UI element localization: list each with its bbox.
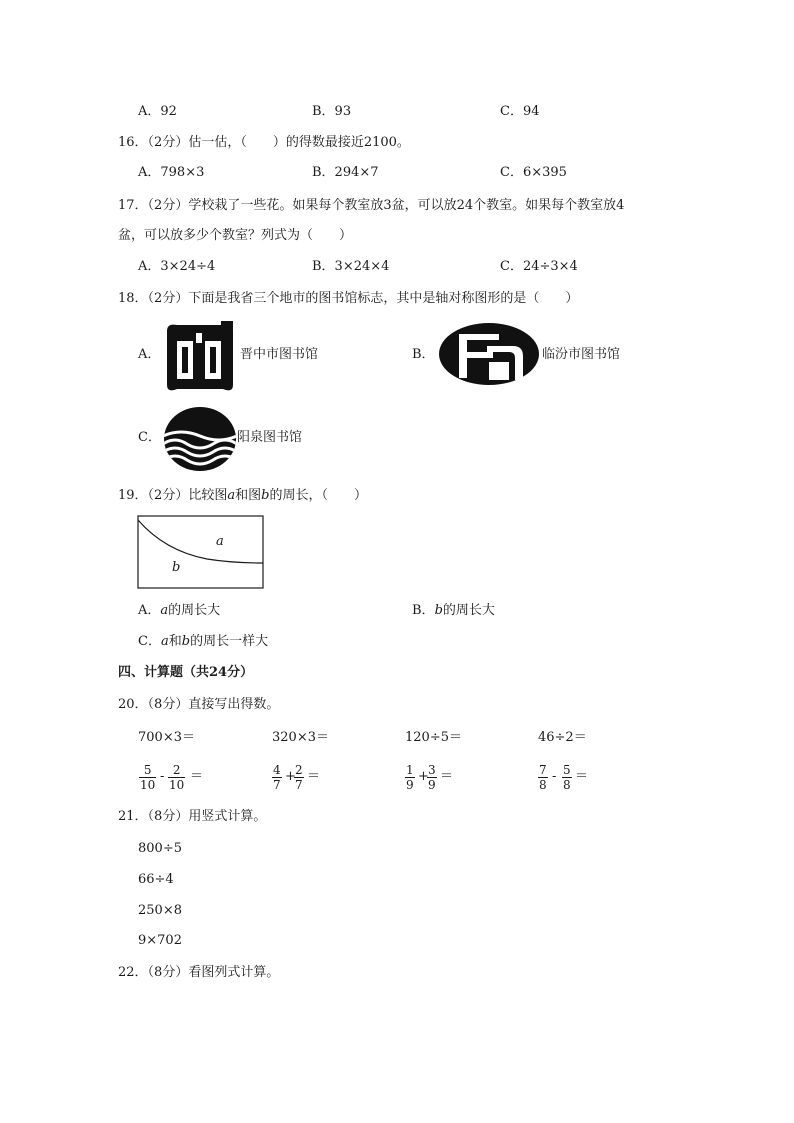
q19-option-b-post: 的周长大: [442, 603, 495, 618]
q20-frac-1-equals: ＝: [190, 769, 204, 784]
fraction-numerator: 5: [139, 763, 156, 778]
q19-option-c: [138, 633, 268, 651]
fraction-denominator: 8: [539, 778, 547, 792]
fraction-numerator: 5: [563, 763, 571, 777]
q20-frac-2-right: [294, 763, 304, 792]
q17-stem-line2: 盆，可以放多少个教室？列式为（ ）: [118, 228, 353, 243]
q21-stem: 21．（8分）用竖式计算。: [118, 809, 267, 824]
q19-option-b-var: b: [434, 603, 443, 618]
q19-option-a-pre: A．: [138, 603, 161, 618]
q19-option-a-var: a: [160, 603, 169, 618]
fraction-numerator: 2: [295, 763, 303, 777]
q20-frac-4-left: [538, 763, 548, 792]
q20-frac-1-right: [168, 763, 185, 792]
fraction-numerator: 4: [273, 763, 281, 777]
fraction-denominator: 7: [273, 778, 281, 792]
q15-option-c: C．94: [500, 104, 540, 119]
q20-frac-2-equals: ＝: [307, 769, 321, 784]
q18-option-b-label: B．: [412, 347, 435, 362]
q19-stem-post: 的周长，（ ）: [269, 488, 367, 503]
q17-option-b: B．3×24×4: [312, 259, 390, 274]
q19-option-c-post: 的周长一样大: [190, 634, 269, 649]
q21-item-3: 250×8: [138, 903, 182, 918]
q20-frac-4-equals: ＝: [575, 769, 589, 784]
fraction-numerator: 2: [168, 763, 185, 778]
q19-figure-label-a: a: [216, 534, 224, 549]
q19-stem-pre: 19．（2分）比较图: [118, 488, 228, 503]
q21-item-4: 9×702: [138, 933, 182, 948]
q19-figure-label-b: b: [172, 560, 181, 575]
fraction-numerator: 7: [539, 763, 547, 777]
jinzhong-library-logo-icon: [163, 319, 237, 395]
q20-frac-2-left: [272, 763, 282, 792]
fraction-denominator: 9: [428, 778, 436, 792]
q19-perimeter-figure: [137, 515, 265, 590]
q19-stem-var-b: b: [261, 488, 270, 503]
section-4-title: 四、计算题（共24分）: [118, 665, 254, 680]
fraction-numerator: 1: [406, 763, 414, 777]
q17-option-c: C．24÷3×4: [500, 259, 578, 274]
q19-stem: [118, 487, 367, 505]
q19-option-b: [412, 602, 495, 620]
q19-option-c-var2: b: [181, 634, 191, 649]
q21-item-1: 800÷5: [138, 841, 182, 856]
q16-stem: 16．（2分）估一估，（ ）的得数最接近2100。: [118, 135, 410, 150]
q18-option-a-name: 晋中市图书馆: [240, 347, 319, 362]
fraction-denominator: 10: [169, 778, 185, 792]
q19-option-c-pre: C．: [138, 634, 161, 649]
q19-option-c-mid: 和: [168, 634, 182, 649]
q19-stem-var-a: a: [227, 488, 236, 503]
q20-frac-1-operator: -: [160, 769, 165, 784]
q18-option-c-name: 阳泉图书馆: [237, 430, 303, 445]
q20-frac-3-left: [405, 763, 415, 792]
q18-option-a-label: A．: [138, 347, 161, 362]
q20-frac-3-equals: ＝: [440, 769, 454, 784]
q16-option-a: A．798×3: [138, 165, 205, 180]
q20-frac-4-operator: -: [552, 769, 557, 784]
q15-option-b: B．93: [312, 104, 352, 119]
q19-option-a: [138, 602, 220, 620]
q22-stem: 22．（8分）看图列式计算。: [118, 965, 280, 980]
q20-frac-3-operator: +: [418, 769, 429, 784]
q17-option-a: A．3×24÷4: [138, 259, 216, 274]
q19-option-a-post: 的周长大: [168, 603, 221, 618]
fraction-denominator: 9: [406, 778, 414, 792]
q21-item-2: 66÷4: [138, 872, 174, 887]
fraction-denominator: 8: [563, 778, 571, 792]
q20-item-2: 320×3＝: [272, 730, 329, 745]
q16-option-b: B．294×7: [312, 165, 379, 180]
fraction-denominator: 7: [295, 778, 303, 792]
q19-stem-mid: 和图: [235, 488, 262, 503]
q18-stem: 18．（2分）下面是我省三个地市的图书馆标志，其中是轴对称图形的是（ ）: [118, 291, 579, 306]
fraction-numerator: 3: [428, 763, 436, 777]
q20-item-1: 700×3＝: [138, 730, 195, 745]
q20-frac-4-right: [562, 763, 572, 792]
q15-option-a: A．92: [138, 104, 177, 119]
yangquan-library-logo-icon: [163, 406, 237, 472]
q18-option-c-label: C．: [138, 430, 161, 445]
q20-stem: 20．（8分）直接写出得数。: [118, 697, 280, 712]
q19-option-c-var1: a: [160, 634, 169, 649]
q20-frac-3-right: [427, 763, 437, 792]
q20-item-3: 120÷5＝: [405, 730, 462, 745]
q18-option-b-name: 临汾市图书馆: [542, 347, 621, 362]
q16-option-c: C．6×395: [500, 165, 567, 180]
fraction-denominator: 10: [140, 778, 156, 792]
q20-item-4: 46÷2＝: [538, 730, 587, 745]
q17-stem-line1: 17．（2分）学校栽了一些花。如果每个教室放3盆，可以放24个教室。如果每个教室放4: [118, 198, 625, 213]
q19-option-b-pre: B．: [412, 603, 435, 618]
linfen-library-logo-icon: [437, 322, 541, 386]
q20-frac-2-operator: +: [285, 769, 296, 784]
q20-frac-1-left: [139, 763, 156, 792]
